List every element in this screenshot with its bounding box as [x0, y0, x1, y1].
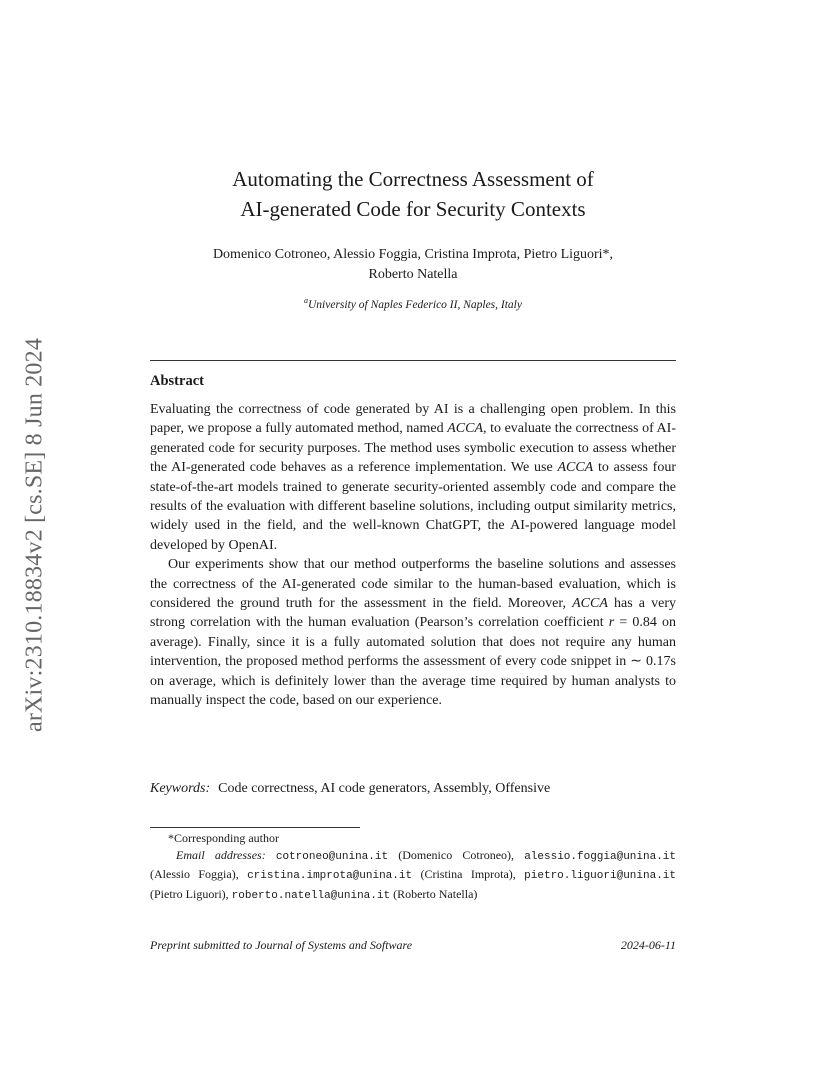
author-list [150, 245, 676, 285]
email-owner: (Pietro Liguori), [150, 886, 232, 901]
paper-title [150, 164, 676, 224]
abstract-heading: Abstract [150, 373, 204, 389]
email-owner: (Domenico Cotroneo), [388, 848, 525, 863]
abstract-text: to assess four state-of-the-art models trained to generate security-oriented assembly code and compare the results of the evaluation with different baseline solutions, including output similarity metrics, widely used in the field, and the well-known ChatGPT, the AI-powered language model developed by OpenAI. [150, 460, 676, 553]
corresponding-author-note: *Corresponding author [168, 831, 279, 845]
authors-line-1: Domenico Cotroneo, Alessio Foggia, Cristina Improta, Pietro Liguori*, [212, 247, 614, 262]
abstract-text: has a very strong correlation with the human evaluation (Pearson’s correlation coefficient [150, 596, 676, 631]
method-name: ACCA [557, 460, 594, 476]
abstract-paragraph-2 [150, 555, 676, 710]
math-variable: r [608, 615, 615, 631]
abstract-text: Our experiments show that our method outperforms the baseline solutions and assesses the correctness of the AI-generated code similar to the human-based evaluation, which is considered the ground truth for the assessment in the field. Moreover, [150, 557, 676, 612]
abstract-text: Evaluating the correctness of code generated by AI is a challenging open problem. In this paper, we propose a fully automated method, named [150, 402, 676, 437]
email-link[interactable]: roberto.natella@unina.it [231, 889, 391, 902]
affiliation-text: University of Naples Federico II, Naples, Italy [308, 298, 522, 311]
title-line-2: AI-generated Code for Security Contexts [240, 197, 586, 221]
email-addresses [150, 847, 676, 905]
email-link[interactable]: pietro.liguori@unina.it [524, 870, 676, 883]
email-owner: (Roberto Natella) [390, 886, 478, 901]
footnote [150, 830, 676, 905]
email-link[interactable]: cotroneo@unina.it [275, 851, 389, 864]
keywords [150, 781, 676, 797]
email-owner: (Alessio Foggia), [150, 867, 248, 882]
email-link[interactable]: alessio.foggia@unina.it [524, 851, 677, 864]
preprint-note: Preprint submitted to Journal of Systems and Software [150, 938, 413, 952]
email-owner: (Cristina Improta), [412, 867, 525, 882]
affiliation-mark: a [304, 296, 308, 305]
footnote-rule [150, 827, 360, 828]
abstract-body [150, 400, 676, 711]
method-name: ACCA [447, 421, 483, 437]
method-name: ACCA [572, 596, 608, 612]
keywords-text: Code correctness, AI code generators, Assembly, Offensive [218, 781, 551, 796]
abstract-text: , to evaluate the correctness of AI-generated code for security purposes. The method uses symbolic execution to assess whether the AI-generated code behaves as a reference implementation. We use [150, 421, 676, 476]
abstract-paragraph-1 [150, 400, 676, 555]
title-line-1: Automating the Correctness Assessment of [232, 167, 594, 191]
authors-line-2: Roberto Natella [368, 267, 458, 282]
abstract-top-rule [150, 360, 676, 361]
email-label: Email addresses: [176, 848, 266, 863]
affiliation [150, 296, 676, 311]
keywords-label: Keywords: [150, 781, 211, 796]
preprint-date: 2024-06-11 [620, 938, 676, 952]
arxiv-sidebar-stamp: arXiv:2310.18834v2 [cs.SE] 8 Jun 2024 [21, 337, 48, 733]
email-link[interactable]: cristina.improta@unina.it [247, 870, 413, 883]
abstract-text: = 0.84 on average). Finally, since it is a fully automated solution that does not require any human intervention, the proposed method performs the assessment of every code snippet in ∼ 0.17s on average, which is definitely lower than the average time required by human analysts to manually inspect the code, based on our experience. [150, 615, 676, 709]
